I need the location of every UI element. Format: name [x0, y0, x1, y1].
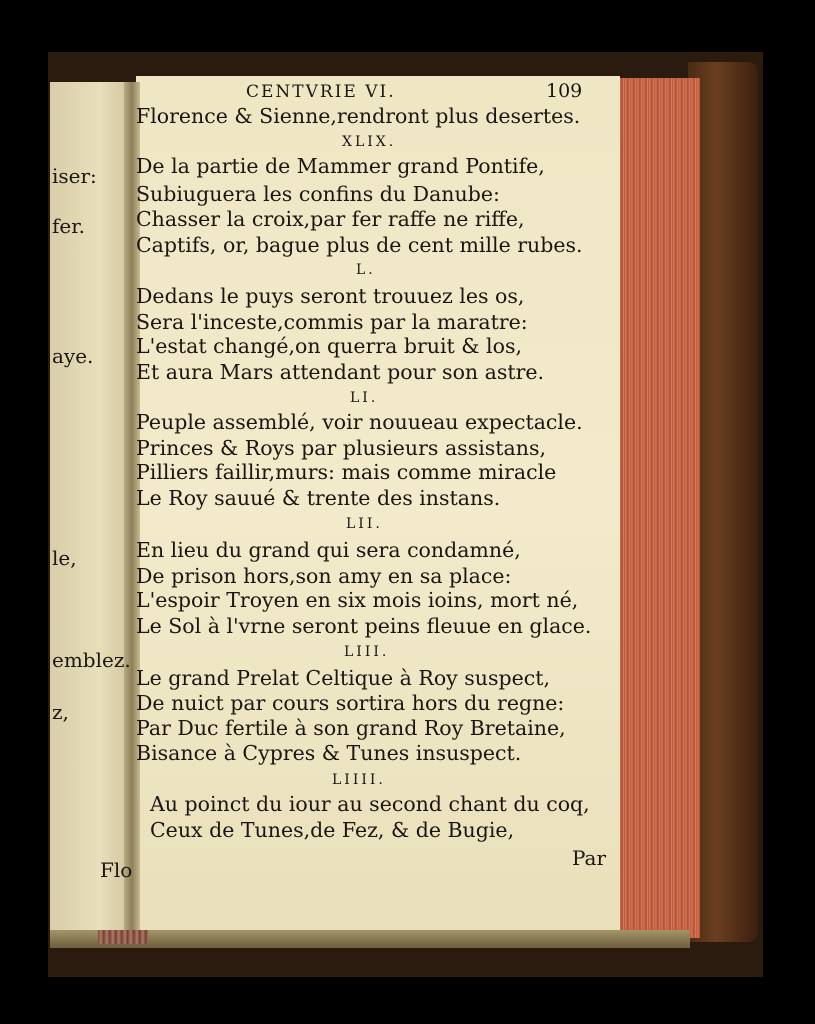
verse-line: Le Sol à l'vrne seront peins fleuue en glace. — [136, 614, 592, 638]
left-fragment: aye. — [52, 344, 94, 368]
page-text — [136, 76, 620, 942]
verse-line: Florence & Sienne,rendront plus desertes. — [136, 104, 581, 128]
verse-line: Princes & Roys par plusieurs assistans, — [136, 436, 546, 460]
left-catchword: Flo — [100, 858, 133, 882]
left-fragment: z, — [52, 700, 69, 724]
verse-line: Captifs, or, bague plus de cent mille rubes. — [136, 233, 583, 257]
page-number: 109 — [546, 80, 583, 102]
left-fragment: le, — [52, 546, 77, 570]
verse-line: Pilliers faillir,murs: mais comme miracle — [136, 460, 557, 484]
verse-line: Par Duc fertile à son grand Roy Bretaine, — [136, 716, 566, 740]
verse-line: De la partie de Mammer grand Pontife, — [136, 154, 545, 178]
verse-line: Chasser la croix,par fer raffe ne riffe, — [136, 207, 525, 231]
quatrain-numeral: LI. — [350, 390, 379, 406]
running-head: CENTVRIE VI. — [246, 82, 396, 102]
verse-line: Peuple assemblé, voir nouueau expectacle. — [136, 410, 583, 434]
verse-line: Et aura Mars attendant pour son astre. — [136, 360, 545, 384]
verse-line: Dedans le puys seront trouuez les os, — [136, 284, 525, 308]
verse-line: Le Roy sauué & trente des instans. — [136, 486, 501, 510]
quatrain-numeral: XLIX. — [342, 134, 397, 150]
verse-line: Bisance à Cypres & Tunes insuspect. — [136, 741, 522, 765]
quatrain-numeral: L. — [356, 262, 376, 278]
left-fragment: emblez. — [52, 648, 131, 672]
verse-line: Sera l'inceste,commis par la maratre: — [136, 310, 528, 334]
catchword: Par — [572, 846, 607, 870]
quatrain-numeral: LIIII. — [332, 772, 386, 788]
verse-line: De prison hors,son amy en sa place: — [136, 564, 512, 588]
verse-line: L'estat changé,on querra bruit & los, — [136, 334, 522, 358]
verse-line: Le grand Prelat Celtique à Roy suspect, — [136, 666, 550, 690]
verse-line: L'espoir Troyen en six mois ioins, mort né, — [136, 588, 579, 612]
verse-line: Au poinct du iour au second chant du coq, — [150, 792, 590, 816]
verse-line: Subiuguera les confins du Danube: — [136, 182, 500, 206]
verse-line: En lieu du grand qui sera condamné, — [136, 538, 521, 562]
verse-line: De nuict par cours sortira hors du regne: — [136, 691, 565, 715]
left-page — [50, 82, 132, 932]
quatrain-numeral: LII. — [346, 516, 383, 532]
verse-line: Ceux de Tunes,de Fez, & de Bugie, — [150, 818, 515, 842]
left-fragment: iser: — [52, 164, 97, 188]
left-fragment: fer. — [52, 214, 85, 238]
quatrain-numeral: LIII. — [344, 644, 390, 660]
red-fore-edge — [612, 78, 700, 938]
